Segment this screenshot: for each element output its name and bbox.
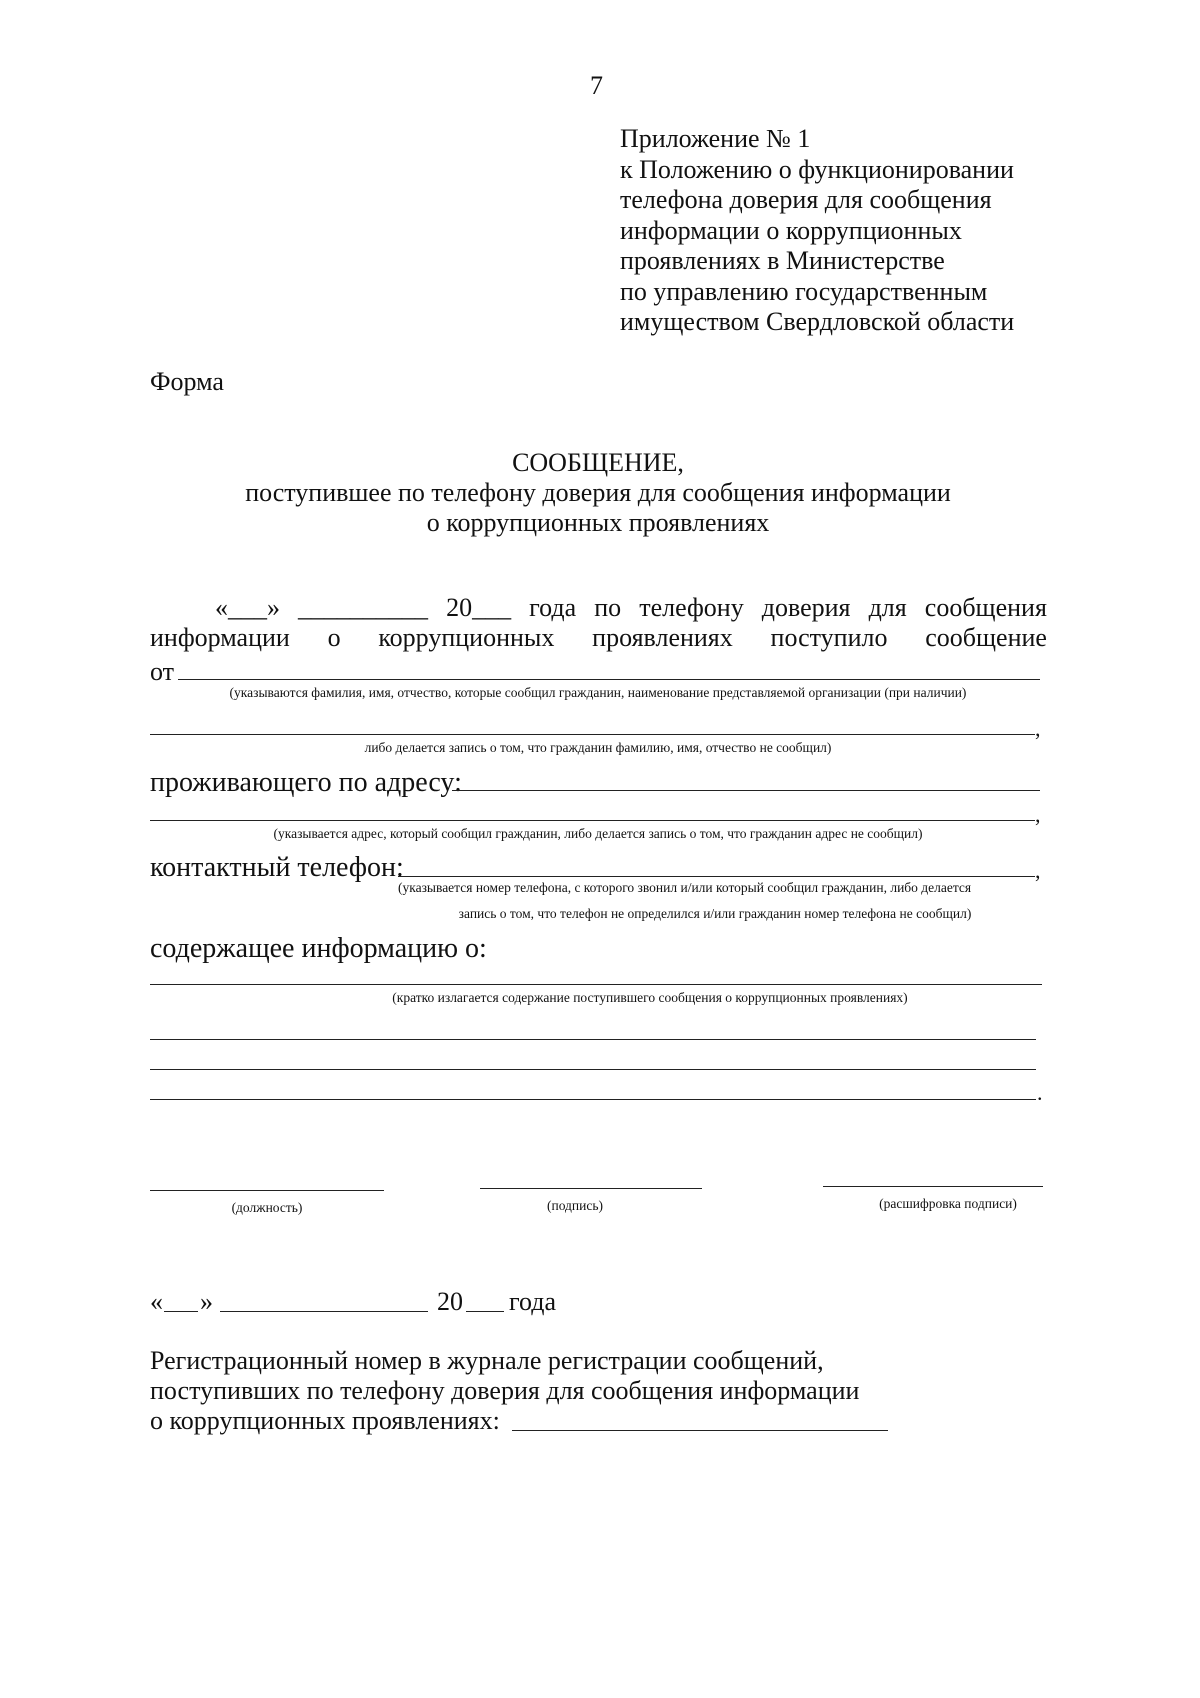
form-label: Форма bbox=[150, 367, 224, 396]
date-quote-open: « bbox=[150, 1287, 163, 1316]
registration-line-3: о коррупционных проявлениях: bbox=[150, 1406, 500, 1435]
content-label: содержащее информацию о: bbox=[150, 933, 487, 964]
caption-address: (указывается адрес, который сообщил гражданин, либо делается запись о том, что гражданин адрес не сообщил) bbox=[273, 826, 923, 841]
address-label: проживающего по адресу: bbox=[150, 767, 462, 798]
comma: , bbox=[1035, 858, 1041, 883]
title-line2: поступившее по телефону доверия для сообщения информации bbox=[245, 478, 951, 507]
word: телефону bbox=[639, 593, 744, 622]
phone-field-line[interactable] bbox=[398, 876, 1035, 877]
word: коррупционных bbox=[378, 623, 555, 652]
word: поступило bbox=[770, 623, 888, 652]
position-caption: (должность) bbox=[231, 1200, 303, 1215]
date-year-line[interactable] bbox=[466, 1311, 504, 1312]
signature-line[interactable] bbox=[480, 1188, 702, 1189]
date-day-blank: «___» bbox=[215, 593, 280, 622]
word: проявлениях bbox=[592, 623, 733, 652]
word: года bbox=[529, 593, 577, 622]
appendix-line: проявлениях в Министерстве bbox=[620, 246, 945, 275]
caption-content: (кратко излагается содержание поступившего сообщения о коррупционных проявлениях) bbox=[392, 990, 908, 1005]
period: . bbox=[1037, 1080, 1043, 1105]
registration-block bbox=[150, 1346, 859, 1436]
body-row-1 bbox=[215, 592, 1047, 624]
caption-name-2: либо делается запись о том, что гражданин фамилию, имя, отчество не сообщил) bbox=[364, 740, 832, 755]
appendix-line: к Положению о функционировании bbox=[620, 154, 1014, 184]
from-field-line[interactable] bbox=[178, 679, 1040, 680]
address-field-line-2[interactable] bbox=[150, 820, 1035, 821]
word: информации bbox=[150, 623, 290, 652]
title-line3: о коррупционных проявлениях bbox=[426, 508, 770, 537]
date-year-prefix: 20 bbox=[437, 1287, 463, 1316]
word: по bbox=[594, 593, 622, 622]
address-field-line[interactable] bbox=[452, 790, 1040, 791]
registration-line-1: Регистрационный номер в журнале регистрации сообщений, bbox=[150, 1346, 824, 1375]
word: сообщение bbox=[925, 623, 1047, 652]
date-month-line[interactable] bbox=[220, 1311, 428, 1312]
page-number: 7 bbox=[590, 71, 603, 100]
from-label: от bbox=[150, 657, 175, 686]
signature-caption: (подпись) bbox=[546, 1198, 604, 1213]
content-field-line-4[interactable] bbox=[150, 1099, 1036, 1100]
content-field-line-3[interactable] bbox=[150, 1069, 1036, 1070]
title-main: СООБЩЕНИЕ, bbox=[512, 448, 684, 477]
appendix-line: по управлению государственным bbox=[620, 276, 988, 306]
word: для bbox=[868, 593, 907, 622]
content-field-line[interactable] bbox=[150, 984, 1042, 985]
word: о bbox=[327, 623, 341, 652]
appendix-line: телефона доверия для сообщения bbox=[620, 185, 992, 214]
appendix-block bbox=[620, 124, 1014, 338]
registration-number-line[interactable] bbox=[512, 1430, 888, 1431]
caption-phone-2: запись о том, что телефон не определился и/или гражданин номер телефона не сообщил) bbox=[458, 906, 972, 921]
word: доверия bbox=[761, 593, 851, 622]
decoding-line[interactable] bbox=[823, 1186, 1043, 1187]
date-quote-close: » bbox=[200, 1287, 213, 1316]
date-year-word: года bbox=[509, 1287, 557, 1316]
body-row-2 bbox=[150, 622, 1047, 654]
title-block bbox=[150, 448, 1046, 538]
appendix-line: имуществом Свердловской области bbox=[620, 307, 1015, 336]
date-year-blank: 20___ bbox=[446, 593, 512, 622]
word: сообщения bbox=[924, 593, 1047, 622]
comma: , bbox=[1035, 802, 1041, 827]
from-field-line-2[interactable] bbox=[150, 734, 1035, 735]
date-day-line[interactable] bbox=[164, 1311, 198, 1312]
comma: , bbox=[1035, 716, 1041, 741]
appendix-line: Приложение № 1 bbox=[620, 124, 811, 153]
caption-phone-1: (указывается номер телефона, с которого звонил и/или который сообщил гражданин, либо делается bbox=[398, 880, 972, 895]
phone-label: контактный телефон: bbox=[150, 852, 404, 883]
appendix-line: информации о коррупционных bbox=[620, 215, 962, 245]
date-month-blank: __________ bbox=[298, 593, 429, 622]
decoding-caption: (расшифровка подписи) bbox=[879, 1196, 1017, 1211]
caption-name: (указываются фамилия, имя, отчество, которые сообщил гражданин, наименование представляемой организации (при наличии) bbox=[229, 685, 967, 700]
content-field-line-2[interactable] bbox=[150, 1039, 1036, 1040]
position-line[interactable] bbox=[150, 1190, 384, 1191]
registration-line-2: поступивших по телефону доверия для сообщения информации bbox=[150, 1376, 860, 1405]
